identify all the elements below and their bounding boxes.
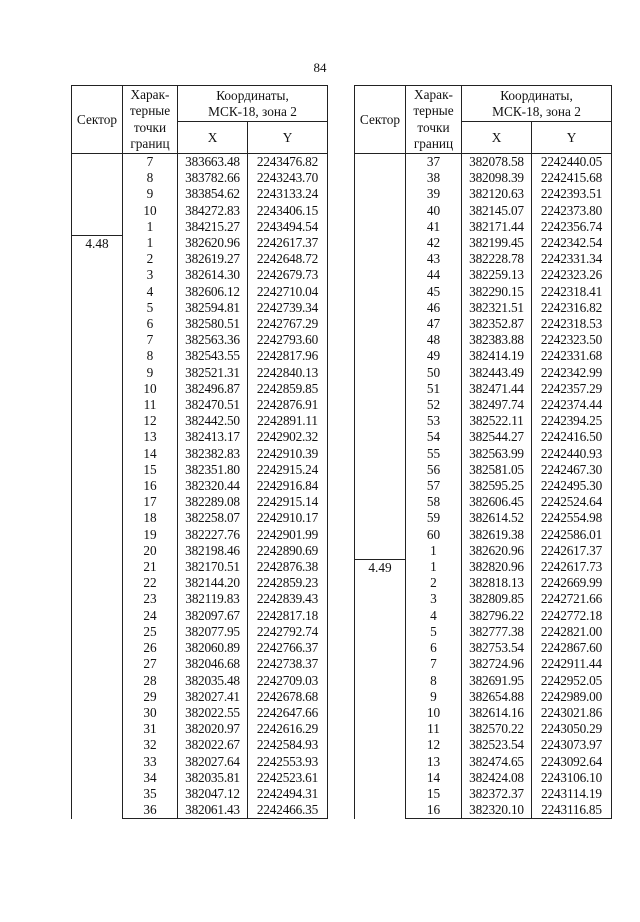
y-coordinate-cell: 2242467.30	[532, 462, 612, 478]
y-coordinate-cell: 2242323.50	[532, 332, 612, 348]
point-cell: 5	[406, 624, 462, 640]
x-coordinate-cell: 382098.39	[462, 170, 532, 186]
point-cell: 58	[406, 494, 462, 510]
point-cell: 40	[406, 203, 462, 219]
point-cell: 56	[406, 462, 462, 478]
point-cell: 1	[406, 559, 462, 575]
y-coordinate-cell: 2242840.13	[248, 365, 328, 381]
point-cell: 21	[123, 559, 178, 575]
point-cell: 36	[123, 802, 178, 819]
y-coordinate-cell: 2243021.86	[532, 705, 612, 721]
sector-cell	[355, 154, 406, 560]
header-characteristic-line3: точки	[133, 119, 167, 135]
x-coordinate-cell: 382320.10	[462, 802, 532, 819]
y-coordinate-cell: 2242331.34	[532, 251, 612, 267]
point-cell: 9	[406, 689, 462, 705]
y-coordinate-cell: 2243476.82	[248, 154, 328, 171]
y-coordinate-cell: 2242495.30	[532, 478, 612, 494]
point-cell: 42	[406, 235, 462, 251]
point-cell: 47	[406, 316, 462, 332]
x-coordinate-cell: 382544.27	[462, 429, 532, 445]
header-sector: Сектор	[72, 86, 123, 154]
point-cell: 22	[123, 575, 178, 591]
header-coordinates	[178, 86, 328, 122]
point-cell: 4	[406, 608, 462, 624]
point-cell: 12	[123, 413, 178, 429]
x-coordinate-cell: 382570.22	[462, 721, 532, 737]
x-coordinate-cell: 382259.13	[462, 267, 532, 283]
x-coordinate-cell: 382471.44	[462, 381, 532, 397]
y-coordinate-cell: 2242342.99	[532, 365, 612, 381]
x-coordinate-cell: 382496.87	[178, 381, 248, 397]
y-coordinate-cell: 2242648.72	[248, 251, 328, 267]
point-cell: 41	[406, 219, 462, 235]
x-coordinate-cell: 382035.81	[178, 770, 248, 786]
x-coordinate-cell: 382818.13	[462, 575, 532, 591]
point-cell: 7	[406, 656, 462, 672]
y-coordinate-cell: 2242331.68	[532, 348, 612, 364]
y-coordinate-cell: 2242669.99	[532, 575, 612, 591]
point-cell: 45	[406, 284, 462, 300]
point-cell: 2	[406, 575, 462, 591]
x-coordinate-cell: 382753.54	[462, 640, 532, 656]
y-coordinate-cell: 2242323.26	[532, 267, 612, 283]
y-coordinate-cell: 2242817.96	[248, 348, 328, 364]
header-coordinates-line2: МСК-18, зона 2	[492, 103, 581, 119]
sector-cell: 4.48	[72, 235, 123, 819]
y-coordinate-cell: 2242415.68	[532, 170, 612, 186]
point-cell: 19	[123, 527, 178, 543]
y-coordinate-cell: 2243494.54	[248, 219, 328, 235]
x-coordinate-cell: 382620.96	[178, 235, 248, 251]
table-row	[72, 235, 328, 251]
x-coordinate-cell: 382077.95	[178, 624, 248, 640]
y-coordinate-cell: 2242839.43	[248, 591, 328, 607]
header-sector: Сектор	[355, 86, 406, 154]
y-coordinate-cell: 2242859.85	[248, 381, 328, 397]
x-coordinate-cell: 382619.27	[178, 251, 248, 267]
y-coordinate-cell: 2242721.66	[532, 591, 612, 607]
y-coordinate-cell: 2242793.60	[248, 332, 328, 348]
point-cell: 35	[123, 786, 178, 802]
x-coordinate-cell: 382383.88	[462, 332, 532, 348]
y-coordinate-cell: 2242739.34	[248, 300, 328, 316]
header-characteristic-line1: Харак-	[414, 86, 453, 102]
point-cell: 1	[123, 235, 178, 251]
y-coordinate-cell: 2242902.32	[248, 429, 328, 445]
point-cell: 50	[406, 365, 462, 381]
x-coordinate-cell: 382606.45	[462, 494, 532, 510]
y-coordinate-cell: 2243406.15	[248, 203, 328, 219]
x-coordinate-cell: 382414.19	[462, 348, 532, 364]
header-characteristic-line4: границ	[130, 136, 170, 151]
y-coordinate-cell: 2242316.82	[532, 300, 612, 316]
x-coordinate-cell: 382061.43	[178, 802, 248, 819]
y-coordinate-cell: 2243116.85	[532, 802, 612, 819]
x-coordinate-cell: 382258.07	[178, 510, 248, 526]
sector-cell	[72, 154, 123, 236]
y-coordinate-cell: 2242891.11	[248, 413, 328, 429]
point-cell: 10	[406, 705, 462, 721]
point-cell: 12	[406, 737, 462, 753]
y-coordinate-cell: 2242616.29	[248, 721, 328, 737]
x-coordinate-cell: 382145.07	[462, 203, 532, 219]
point-cell: 49	[406, 348, 462, 364]
header-characteristic-line2: терные	[413, 103, 454, 118]
point-cell: 28	[123, 673, 178, 689]
point-cell: 44	[406, 267, 462, 283]
y-coordinate-cell: 2242584.93	[248, 737, 328, 753]
x-coordinate-cell: 382543.55	[178, 348, 248, 364]
point-cell: 18	[123, 510, 178, 526]
y-coordinate-cell: 2242394.25	[532, 413, 612, 429]
y-coordinate-cell: 2242817.18	[248, 608, 328, 624]
x-coordinate-cell: 382078.58	[462, 154, 532, 171]
x-coordinate-cell: 382022.67	[178, 737, 248, 753]
x-coordinate-cell: 382027.41	[178, 689, 248, 705]
y-coordinate-cell: 2242901.99	[248, 527, 328, 543]
y-coordinate-cell: 2242466.35	[248, 802, 328, 819]
y-coordinate-cell: 2242738.37	[248, 656, 328, 672]
y-coordinate-cell: 2243050.29	[532, 721, 612, 737]
point-cell: 31	[123, 721, 178, 737]
page-number: 84	[313, 60, 327, 75]
x-coordinate-cell: 382290.15	[462, 284, 532, 300]
point-cell: 30	[123, 705, 178, 721]
y-coordinate-cell: 2242647.66	[248, 705, 328, 721]
point-cell: 3	[406, 591, 462, 607]
x-coordinate-cell: 382497.74	[462, 397, 532, 413]
y-coordinate-cell: 2242523.61	[248, 770, 328, 786]
point-cell: 2	[123, 251, 178, 267]
y-coordinate-cell: 2242553.93	[248, 754, 328, 770]
x-coordinate-cell: 382046.68	[178, 656, 248, 672]
y-coordinate-cell: 2242524.64	[532, 494, 612, 510]
point-cell: 7	[123, 332, 178, 348]
table-row	[355, 154, 612, 171]
x-coordinate-cell: 382351.80	[178, 462, 248, 478]
y-coordinate-cell: 2242767.29	[248, 316, 328, 332]
x-coordinate-cell: 382424.08	[462, 770, 532, 786]
point-cell: 8	[123, 170, 178, 186]
y-coordinate-cell: 2242586.01	[532, 527, 612, 543]
y-coordinate-cell: 2242554.98	[532, 510, 612, 526]
header-coordinates-line1: Координаты,	[500, 87, 573, 103]
x-coordinate-cell: 384215.27	[178, 219, 248, 235]
point-cell: 20	[123, 543, 178, 559]
x-coordinate-cell: 382521.31	[178, 365, 248, 381]
y-coordinate-cell: 2242617.73	[532, 559, 612, 575]
point-cell: 7	[123, 154, 178, 171]
y-coordinate-cell: 2242440.93	[532, 446, 612, 462]
point-cell: 34	[123, 770, 178, 786]
point-cell: 53	[406, 413, 462, 429]
header-characteristic-line4: границ	[413, 136, 454, 151]
point-cell: 37	[406, 154, 462, 171]
x-coordinate-cell: 382619.38	[462, 527, 532, 543]
point-cell: 14	[406, 770, 462, 786]
point-cell: 48	[406, 332, 462, 348]
y-coordinate-cell: 2242989.00	[532, 689, 612, 705]
header-x: X	[462, 122, 532, 154]
y-coordinate-cell: 2243114.19	[532, 786, 612, 802]
point-cell: 54	[406, 429, 462, 445]
x-coordinate-cell: 382820.96	[462, 559, 532, 575]
point-cell: 9	[123, 365, 178, 381]
point-cell: 23	[123, 591, 178, 607]
y-coordinate-cell: 2242911.44	[532, 656, 612, 672]
y-coordinate-cell: 2242867.60	[532, 640, 612, 656]
y-coordinate-cell: 2242859.23	[248, 575, 328, 591]
x-coordinate-cell: 382228.78	[462, 251, 532, 267]
header-x: X	[178, 122, 248, 154]
point-cell: 33	[123, 754, 178, 770]
coordinates-table-left	[71, 85, 328, 819]
y-coordinate-cell: 2242876.91	[248, 397, 328, 413]
y-coordinate-cell: 2242373.80	[532, 203, 612, 219]
y-coordinate-cell: 2242416.50	[532, 429, 612, 445]
point-cell: 38	[406, 170, 462, 186]
x-coordinate-cell: 382320.44	[178, 478, 248, 494]
y-coordinate-cell: 2242766.37	[248, 640, 328, 656]
point-cell: 43	[406, 251, 462, 267]
point-cell: 57	[406, 478, 462, 494]
point-cell: 16	[406, 802, 462, 819]
point-cell: 4	[123, 284, 178, 300]
y-coordinate-cell: 2242393.51	[532, 186, 612, 202]
x-coordinate-cell: 382020.97	[178, 721, 248, 737]
y-coordinate-cell: 2242915.14	[248, 494, 328, 510]
x-coordinate-cell: 382047.12	[178, 786, 248, 802]
x-coordinate-cell: 382321.51	[462, 300, 532, 316]
x-coordinate-cell: 382372.37	[462, 786, 532, 802]
point-cell: 39	[406, 186, 462, 202]
header-coordinates-line2: МСК-18, зона 2	[208, 103, 297, 119]
y-coordinate-cell: 2243073.97	[532, 737, 612, 753]
x-coordinate-cell: 382724.96	[462, 656, 532, 672]
x-coordinate-cell: 382443.49	[462, 365, 532, 381]
y-coordinate-cell: 2242440.05	[532, 154, 612, 171]
x-coordinate-cell: 382170.51	[178, 559, 248, 575]
header-y: Y	[532, 122, 612, 154]
point-cell: 55	[406, 446, 462, 462]
point-cell: 24	[123, 608, 178, 624]
header-characteristic-line2: терные	[129, 103, 171, 118]
table-row	[72, 154, 328, 171]
table-row	[355, 559, 612, 575]
y-coordinate-cell: 2243133.24	[248, 186, 328, 202]
x-coordinate-cell: 382413.17	[178, 429, 248, 445]
point-cell: 8	[406, 673, 462, 689]
point-cell: 52	[406, 397, 462, 413]
y-coordinate-cell: 2242916.84	[248, 478, 328, 494]
x-coordinate-cell: 383782.66	[178, 170, 248, 186]
x-coordinate-cell: 382060.89	[178, 640, 248, 656]
y-coordinate-cell: 2242910.17	[248, 510, 328, 526]
point-cell: 1	[406, 543, 462, 559]
y-coordinate-cell: 2242617.37	[532, 543, 612, 559]
x-coordinate-cell: 382199.45	[462, 235, 532, 251]
y-coordinate-cell: 2242915.24	[248, 462, 328, 478]
x-coordinate-cell: 382654.88	[462, 689, 532, 705]
x-coordinate-cell: 382171.44	[462, 219, 532, 235]
point-cell: 16	[123, 478, 178, 494]
header-characteristic-line1: Харак-	[130, 86, 170, 102]
x-coordinate-cell: 382289.08	[178, 494, 248, 510]
y-coordinate-cell: 2242318.53	[532, 316, 612, 332]
x-coordinate-cell: 382382.83	[178, 446, 248, 462]
y-coordinate-cell: 2242679.73	[248, 267, 328, 283]
point-cell: 10	[123, 381, 178, 397]
x-coordinate-cell: 382474.65	[462, 754, 532, 770]
header-characteristic-points	[123, 86, 178, 154]
y-coordinate-cell: 2242709.03	[248, 673, 328, 689]
x-coordinate-cell: 382614.52	[462, 510, 532, 526]
x-coordinate-cell: 382563.36	[178, 332, 248, 348]
x-coordinate-cell: 382470.51	[178, 397, 248, 413]
y-coordinate-cell: 2242494.31	[248, 786, 328, 802]
point-cell: 17	[123, 494, 178, 510]
point-cell: 11	[406, 721, 462, 737]
x-coordinate-cell: 383854.62	[178, 186, 248, 202]
header-characteristic-line3: точки	[417, 119, 450, 135]
coordinates-table-right	[354, 85, 612, 819]
x-coordinate-cell: 382620.96	[462, 543, 532, 559]
y-coordinate-cell: 2242890.69	[248, 543, 328, 559]
y-coordinate-cell: 2243243.70	[248, 170, 328, 186]
x-coordinate-cell: 384272.83	[178, 203, 248, 219]
point-cell: 27	[123, 656, 178, 672]
point-cell: 15	[406, 786, 462, 802]
header-y: Y	[248, 122, 328, 154]
x-coordinate-cell: 382227.76	[178, 527, 248, 543]
y-coordinate-cell: 2242356.74	[532, 219, 612, 235]
point-cell: 51	[406, 381, 462, 397]
point-cell: 25	[123, 624, 178, 640]
y-coordinate-cell: 2242772.18	[532, 608, 612, 624]
x-coordinate-cell: 382097.67	[178, 608, 248, 624]
y-coordinate-cell: 2242678.68	[248, 689, 328, 705]
point-cell: 1	[123, 219, 178, 235]
point-cell: 3	[123, 267, 178, 283]
x-coordinate-cell: 382595.25	[462, 478, 532, 494]
point-cell: 29	[123, 689, 178, 705]
x-coordinate-cell: 383663.48	[178, 154, 248, 171]
point-cell: 8	[123, 348, 178, 364]
x-coordinate-cell: 382809.85	[462, 591, 532, 607]
x-coordinate-cell: 382594.81	[178, 300, 248, 316]
x-coordinate-cell: 382796.22	[462, 608, 532, 624]
x-coordinate-cell: 382442.50	[178, 413, 248, 429]
y-coordinate-cell: 2242910.39	[248, 446, 328, 462]
x-coordinate-cell: 382777.38	[462, 624, 532, 640]
x-coordinate-cell: 382614.30	[178, 267, 248, 283]
point-cell: 5	[123, 300, 178, 316]
y-coordinate-cell: 2242952.05	[532, 673, 612, 689]
point-cell: 46	[406, 300, 462, 316]
x-coordinate-cell: 382119.83	[178, 591, 248, 607]
x-coordinate-cell: 382022.55	[178, 705, 248, 721]
y-coordinate-cell: 2243106.10	[532, 770, 612, 786]
x-coordinate-cell: 382606.12	[178, 284, 248, 300]
x-coordinate-cell: 382614.16	[462, 705, 532, 721]
y-coordinate-cell: 2242374.44	[532, 397, 612, 413]
y-coordinate-cell: 2242357.29	[532, 381, 612, 397]
x-coordinate-cell: 382352.87	[462, 316, 532, 332]
x-coordinate-cell: 382522.11	[462, 413, 532, 429]
sector-cell: 4.49	[355, 559, 406, 819]
point-cell: 14	[123, 446, 178, 462]
point-cell: 26	[123, 640, 178, 656]
x-coordinate-cell: 382035.48	[178, 673, 248, 689]
y-coordinate-cell: 2243092.64	[532, 754, 612, 770]
point-cell: 13	[406, 754, 462, 770]
y-coordinate-cell: 2242710.04	[248, 284, 328, 300]
point-cell: 60	[406, 527, 462, 543]
x-coordinate-cell: 382198.46	[178, 543, 248, 559]
x-coordinate-cell: 382581.05	[462, 462, 532, 478]
point-cell: 59	[406, 510, 462, 526]
header-coordinates	[462, 86, 612, 122]
y-coordinate-cell: 2242792.74	[248, 624, 328, 640]
y-coordinate-cell: 2242318.41	[532, 284, 612, 300]
point-cell: 13	[123, 429, 178, 445]
y-coordinate-cell: 2242342.54	[532, 235, 612, 251]
point-cell: 32	[123, 737, 178, 753]
y-coordinate-cell: 2242821.00	[532, 624, 612, 640]
x-coordinate-cell: 382523.54	[462, 737, 532, 753]
x-coordinate-cell: 382027.64	[178, 754, 248, 770]
header-coordinates-line1: Координаты,	[216, 87, 289, 103]
point-cell: 10	[123, 203, 178, 219]
x-coordinate-cell: 382120.63	[462, 186, 532, 202]
point-cell: 11	[123, 397, 178, 413]
x-coordinate-cell: 382691.95	[462, 673, 532, 689]
x-coordinate-cell: 382563.99	[462, 446, 532, 462]
point-cell: 6	[406, 640, 462, 656]
y-coordinate-cell: 2242876.38	[248, 559, 328, 575]
y-coordinate-cell: 2242617.37	[248, 235, 328, 251]
header-characteristic-points	[406, 86, 462, 154]
point-cell: 15	[123, 462, 178, 478]
x-coordinate-cell: 382144.20	[178, 575, 248, 591]
x-coordinate-cell: 382580.51	[178, 316, 248, 332]
point-cell: 9	[123, 186, 178, 202]
point-cell: 6	[123, 316, 178, 332]
